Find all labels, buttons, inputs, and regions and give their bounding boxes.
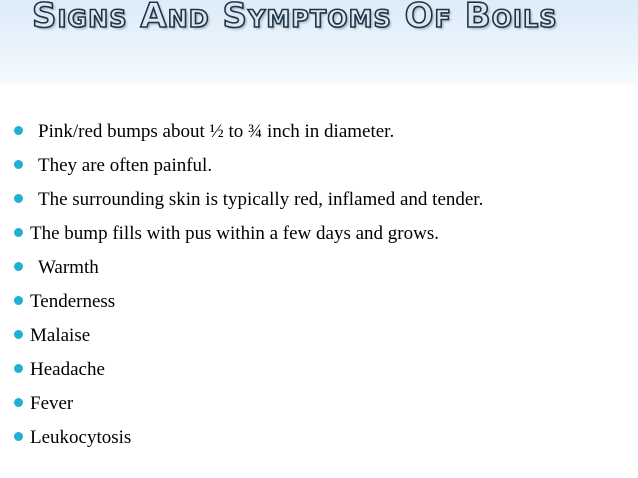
bullet-dot-icon bbox=[14, 364, 23, 373]
bullet-text: Warmth bbox=[38, 257, 99, 278]
bullet-dot-icon bbox=[14, 194, 23, 203]
bullet-item bbox=[14, 149, 624, 183]
bullet-text: The surrounding skin is typically red, inflamed and tender. bbox=[38, 189, 484, 210]
slide-title: Signs And Symptoms Of Boils bbox=[32, 0, 558, 36]
bullet-dot-icon bbox=[14, 160, 23, 169]
bullet-item bbox=[14, 353, 624, 387]
bullet-item bbox=[14, 285, 624, 319]
bullet-item bbox=[14, 319, 624, 353]
bullet-dot-icon bbox=[14, 262, 23, 271]
bullet-dot-icon bbox=[14, 398, 23, 407]
bullet-item bbox=[14, 217, 624, 251]
bullet-item bbox=[14, 115, 624, 149]
bullet-list bbox=[14, 115, 624, 455]
bullet-item bbox=[14, 251, 624, 285]
bullet-text: They are often painful. bbox=[38, 155, 213, 176]
bullet-text: Headache bbox=[30, 359, 105, 380]
bullet-text: The bump fills with pus within a few days and grows. bbox=[30, 223, 439, 244]
bullet-text: Tenderness bbox=[30, 291, 116, 312]
bullet-text: Malaise bbox=[30, 325, 91, 346]
bullet-item bbox=[14, 387, 624, 421]
bullet-text: Pink/red bumps about ½ to ¾ inch in diameter. bbox=[38, 121, 395, 142]
bullet-dot-icon bbox=[14, 330, 23, 339]
bullet-text: Fever bbox=[30, 393, 74, 414]
bullet-dot-icon bbox=[14, 126, 23, 135]
bullet-dot-icon bbox=[14, 228, 23, 237]
bullet-item bbox=[14, 421, 624, 455]
bullet-item bbox=[14, 183, 624, 217]
bullet-dot-icon bbox=[14, 296, 23, 305]
bullet-dot-icon bbox=[14, 432, 23, 441]
bullet-text: Leukocytosis bbox=[30, 427, 132, 448]
